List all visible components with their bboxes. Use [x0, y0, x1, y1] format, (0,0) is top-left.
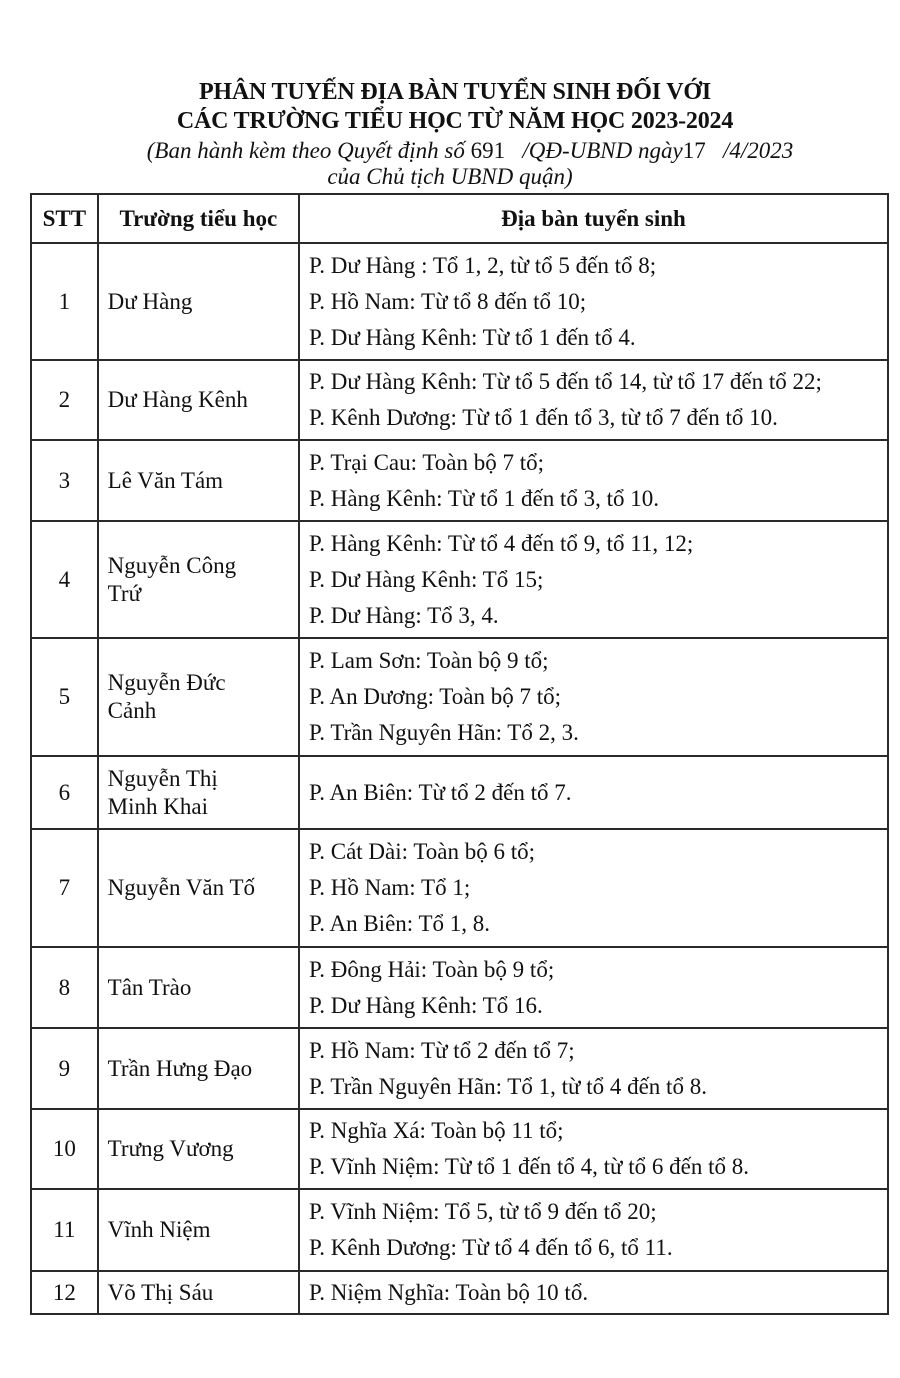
row-school-name [98, 756, 299, 829]
table-row [31, 440, 888, 521]
school-name-line: Trần Hưng Đạo [107, 1055, 253, 1081]
area-line: P. Trần Nguyên Hãn: Tổ 1, từ tổ 4 đến tổ 8. [309, 1073, 707, 1099]
row-stt: 11 [31, 1189, 98, 1271]
area-line: P. Dư Hàng : Tổ 1, 2, từ tổ 5 đến tổ 8; [309, 252, 657, 278]
table-row [31, 1189, 888, 1271]
row-stt: 1 [31, 243, 98, 360]
row-school-name [98, 829, 299, 947]
row-school-name [98, 947, 299, 1028]
column-header-stt: STT [31, 194, 98, 243]
row-stt: 9 [31, 1028, 98, 1109]
row-enrollment-area [299, 1028, 888, 1109]
school-name-line: Tân Trào [107, 974, 192, 1000]
row-school-name [98, 638, 299, 756]
decision-issuer: của Chủ tịch UBND quận) [327, 164, 573, 189]
school-name-line: Dư Hàng [107, 288, 193, 314]
area-line: P. Dư Hàng Kênh: Từ tổ 1 đến tổ 4. [309, 324, 636, 350]
row-enrollment-area [299, 1271, 888, 1314]
row-enrollment-area [299, 440, 888, 521]
school-name-line: Minh Khai [107, 793, 208, 819]
table-row [31, 638, 888, 756]
area-line: P. Dư Hàng: Tổ 3, 4. [309, 602, 499, 628]
area-line: P. Dư Hàng Kênh: Từ tổ 5 đến tổ 14, từ tổ 17 đến tổ 22; [309, 369, 822, 394]
table-header-row [31, 194, 888, 243]
area-line: P. An Dương: Toàn bộ 7 tổ; [309, 684, 561, 709]
area-line: P. Hồ Nam: Từ tổ 8 đến tổ 10; [309, 288, 587, 314]
document-title-line-2: CÁC TRƯỜNG TIỂU HỌC TỪ NĂM HỌC 2023-2024 [176, 108, 734, 134]
area-line: P. Kênh Dương: Từ tổ 1 đến tổ 3, từ tổ 7 đến tổ 10. [309, 405, 778, 430]
row-stt: 2 [31, 360, 98, 440]
school-name-line: Cảnh [107, 698, 157, 723]
row-stt: 5 [31, 638, 98, 756]
decision-date: /4/2023 [705, 138, 794, 163]
row-school-name [98, 1271, 299, 1314]
school-name-line: Vĩnh Niệm [107, 1217, 211, 1242]
area-line: P. Hồ Nam: Tổ 1; [309, 875, 471, 900]
table-row [31, 521, 888, 638]
table-row [31, 1271, 888, 1314]
area-line: P. Cát Dài: Toàn bộ 6 tổ; [309, 839, 536, 864]
area-line: P. Dư Hàng Kênh: Tổ 15; [309, 566, 544, 592]
area-line: P. An Biên: Tổ 1, 8. [309, 911, 491, 936]
row-school-name [98, 521, 299, 638]
decision-day: 17 [682, 138, 706, 163]
row-enrollment-area [299, 829, 888, 947]
row-school-name [98, 1109, 299, 1189]
table-row [31, 947, 888, 1028]
table-row [31, 756, 888, 829]
row-enrollment-area [299, 360, 888, 440]
area-line: P. Vĩnh Niệm: Từ tổ 1 đến tổ 4, từ tổ 6 đến tổ 8. [309, 1154, 749, 1179]
school-name-line: Nguyễn Đức [107, 670, 226, 695]
row-stt: 12 [31, 1271, 98, 1314]
school-name-line: Lê Văn Tám [107, 467, 224, 493]
row-school-name [98, 1189, 299, 1271]
row-enrollment-area [299, 756, 888, 829]
table-row [31, 243, 888, 360]
table-row [31, 829, 888, 947]
row-stt: 6 [31, 756, 98, 829]
school-name-line: Võ Thị Sáu [107, 1279, 214, 1305]
area-line: P. An Biên: Từ tổ 2 đến tổ 7. [309, 779, 572, 805]
row-enrollment-area [299, 1189, 888, 1271]
area-line: P. Hồ Nam: Từ tổ 2 đến tổ 7; [309, 1037, 575, 1063]
document-title-line-1: PHÂN TUYẾN ĐỊA BÀN TUYỂN SINH ĐỐI VỚI [198, 79, 712, 105]
school-name-line: Trứ [107, 580, 142, 606]
row-school-name [98, 440, 299, 521]
decision-number: 691 [470, 138, 506, 163]
area-line: P. Trại Cau: Toàn bộ 7 tổ; [309, 449, 545, 475]
column-header-area: Địa bàn tuyển sinh [299, 194, 888, 243]
school-name-line: Nguyễn Văn Tố [107, 875, 256, 900]
column-header-school: Trường tiểu học [98, 194, 299, 243]
school-name-line: Nguyễn Thị [107, 765, 218, 791]
table-row [31, 1028, 888, 1109]
decision-reference [20, 137, 900, 164]
area-line: P. Trần Nguyên Hãn: Tổ 2, 3. [309, 720, 579, 745]
row-school-name [98, 1028, 299, 1109]
area-line: P. Lam Sơn: Toàn bộ 9 tổ; [309, 648, 549, 673]
row-enrollment-area [299, 947, 888, 1028]
table-row [31, 360, 888, 440]
row-enrollment-area [299, 638, 888, 756]
area-line: P. Kênh Dương: Từ tổ 4 đến tổ 6, tổ 11. [309, 1235, 673, 1260]
school-name-line: Dư Hàng Kênh [107, 387, 248, 412]
row-enrollment-area [299, 1109, 888, 1189]
school-name-line: Trưng Vương [107, 1136, 234, 1161]
row-stt: 3 [31, 440, 98, 521]
area-line: P. Vĩnh Niệm: Tổ 5, từ tổ 9 đến tổ 20; [309, 1199, 657, 1224]
area-line: P. Hàng Kênh: Từ tổ 4 đến tổ 9, tổ 11, 12; [309, 530, 694, 556]
row-stt: 4 [31, 521, 98, 638]
area-line: P. Dư Hàng Kênh: Tổ 16. [309, 992, 543, 1018]
row-school-name [98, 360, 299, 440]
area-line: P. Niệm Nghĩa: Toàn bộ 10 tổ. [309, 1279, 589, 1305]
row-school-name [98, 243, 299, 360]
area-line: P. Nghĩa Xá: Toàn bộ 11 tổ; [309, 1118, 564, 1143]
decision-mid: /QĐ-UBND ngày [505, 138, 683, 163]
area-line: P. Đông Hải: Toàn bộ 9 tổ; [309, 956, 555, 982]
row-enrollment-area [299, 243, 888, 360]
row-stt: 10 [31, 1109, 98, 1189]
row-stt: 8 [31, 947, 98, 1028]
school-name-line: Nguyễn Công [107, 552, 237, 578]
area-line: P. Hàng Kênh: Từ tổ 1 đến tổ 3, tổ 10. [309, 485, 659, 511]
decision-prefix: (Ban hành kèm theo Quyết định số [146, 138, 471, 163]
row-enrollment-area [299, 521, 888, 638]
enrollment-zone-table [30, 193, 889, 1315]
row-stt: 7 [31, 829, 98, 947]
table-row [31, 1109, 888, 1189]
